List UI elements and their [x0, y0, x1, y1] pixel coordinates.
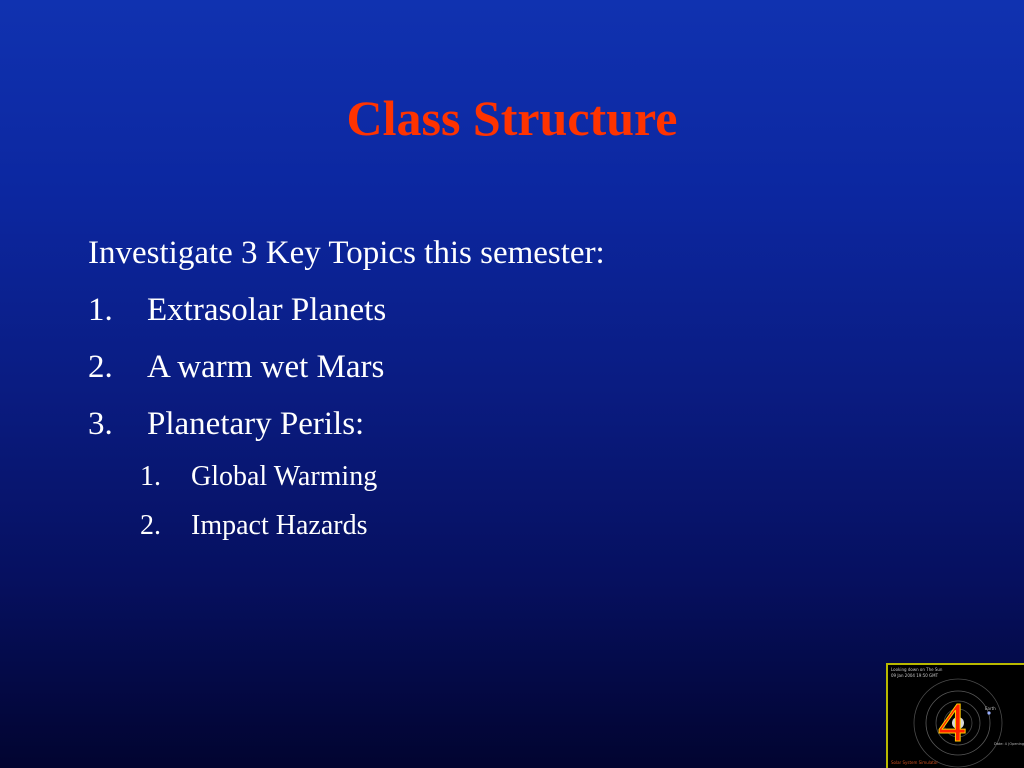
- topic-item: [88, 346, 888, 388]
- thumbnail-number: 4: [938, 692, 966, 754]
- topic-item: [88, 289, 888, 331]
- subtopic-label: Impact Hazards: [191, 510, 368, 541]
- subtopic-number: 2.: [140, 510, 161, 541]
- topic-item: [88, 403, 888, 445]
- topic-number: 3.: [88, 406, 113, 442]
- earth-label: Earth: [985, 706, 996, 711]
- side-label: Date: 4 (Opening: [994, 742, 1024, 746]
- topic-number: 2.: [88, 349, 113, 385]
- intro-text: Investigate 3 Key Topics this semester:: [88, 235, 605, 271]
- topic-label: A warm wet Mars: [147, 349, 385, 385]
- subtopic-item: [140, 509, 888, 543]
- thumbnail-caption: Looking down on The Sun 09 Jan 2004 19:50 GMT: [891, 667, 943, 678]
- subtopic-item: [140, 460, 888, 494]
- subtopic-number: 1.: [140, 461, 161, 492]
- topic-number: 1.: [88, 292, 113, 328]
- slide-title: Class Structure: [346, 90, 678, 146]
- topic-label: Planetary Perils:: [147, 406, 365, 442]
- solar-system-thumbnail: [886, 663, 1024, 768]
- slide-body: [88, 232, 888, 558]
- topic-label: Extrasolar Planets: [147, 292, 387, 328]
- thumbnail-footer: Solar System Simulator: [891, 760, 938, 765]
- subtopic-label: Global Warming: [191, 461, 378, 492]
- earth-icon: [987, 711, 990, 714]
